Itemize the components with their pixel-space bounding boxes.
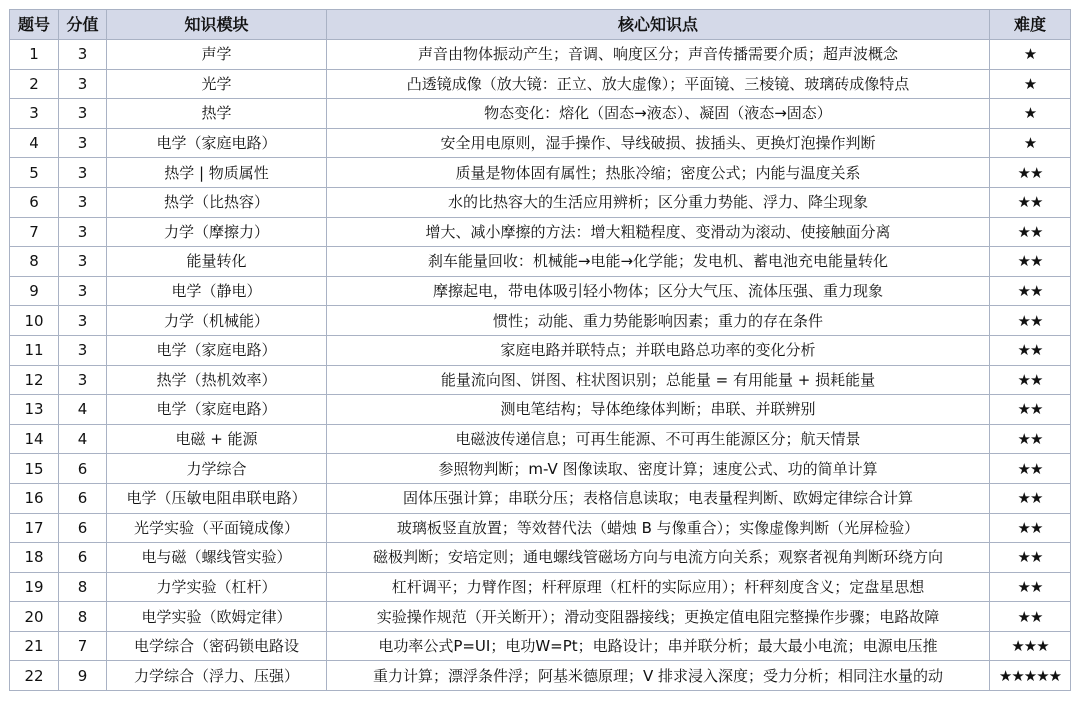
difficulty-cell: ★★: [990, 483, 1071, 513]
question-number-cell: 13: [10, 395, 59, 425]
score-cell: 3: [59, 217, 107, 247]
knowledge-module-cell: 热学: [107, 99, 327, 129]
difficulty-cell: ★★: [990, 247, 1071, 277]
score-cell: 7: [59, 631, 107, 661]
difficulty-cell: ★: [990, 40, 1071, 70]
knowledge-module-cell: 能量转化: [107, 247, 327, 277]
core-knowledge-cell: 摩擦起电，带电体吸引轻小物体；区分大气压、流体压强、重力现象: [327, 276, 990, 306]
knowledge-module-cell: 电学（静电）: [107, 276, 327, 306]
table-row: [10, 335, 1071, 365]
difficulty-cell: ★★: [990, 454, 1071, 484]
score-cell: 6: [59, 483, 107, 513]
knowledge-module-cell: 热学（热机效率）: [107, 365, 327, 395]
core-knowledge-cell: 重力计算；漂浮条件浮；阿基米德原理；V 排求浸入深度；受力分析；相同注水量的动: [327, 661, 990, 691]
question-number-cell: 1: [10, 40, 59, 70]
difficulty-cell: ★★★: [990, 631, 1071, 661]
question-number-cell: 2: [10, 69, 59, 99]
difficulty-cell: ★: [990, 128, 1071, 158]
table-row: [10, 158, 1071, 188]
core-knowledge-cell: 质量是物体固有属性；热胀冷缩；密度公式；内能与温度关系: [327, 158, 990, 188]
difficulty-cell: ★: [990, 69, 1071, 99]
knowledge-module-cell: 电学（压敏电阻串联电路）: [107, 483, 327, 513]
question-number-cell: 10: [10, 306, 59, 336]
header-core-knowledge-points: 核心知识点: [327, 10, 990, 40]
table-row: [10, 306, 1071, 336]
question-number-cell: 19: [10, 572, 59, 602]
table-body: [10, 40, 1071, 691]
header-question-number: 题号: [10, 10, 59, 40]
table-row: [10, 276, 1071, 306]
score-cell: 3: [59, 158, 107, 188]
table-row: [10, 513, 1071, 543]
header-difficulty: 难度: [990, 10, 1071, 40]
difficulty-cell: ★★: [990, 543, 1071, 573]
table-row: [10, 543, 1071, 573]
knowledge-module-cell: 声学: [107, 40, 327, 70]
core-knowledge-cell: 电功率公式P=UI；电功W=Pt；电路设计；串并联分析；最大最小电流；电源电压推: [327, 631, 990, 661]
exam-analysis-table: [9, 9, 1071, 691]
score-cell: 3: [59, 40, 107, 70]
difficulty-cell: ★★: [990, 602, 1071, 632]
knowledge-module-cell: 电学综合（密码锁电路设: [107, 631, 327, 661]
score-cell: 3: [59, 187, 107, 217]
question-number-cell: 6: [10, 187, 59, 217]
core-knowledge-cell: 电磁波传递信息；可再生能源、不可再生能源区分；航天情景: [327, 424, 990, 454]
knowledge-module-cell: 力学综合: [107, 454, 327, 484]
question-number-cell: 21: [10, 631, 59, 661]
question-number-cell: 20: [10, 602, 59, 632]
core-knowledge-cell: 家庭电路并联特点；并联电路总功率的变化分析: [327, 335, 990, 365]
core-knowledge-cell: 固体压强计算；串联分压；表格信息读取；电表量程判断、欧姆定律综合计算: [327, 483, 990, 513]
table-header-row: [10, 10, 1071, 40]
difficulty-cell: ★★: [990, 158, 1071, 188]
score-cell: 9: [59, 661, 107, 691]
difficulty-cell: ★★: [990, 276, 1071, 306]
knowledge-module-cell: 热学（比热容）: [107, 187, 327, 217]
question-number-cell: 7: [10, 217, 59, 247]
score-cell: 6: [59, 454, 107, 484]
difficulty-cell: ★★: [990, 513, 1071, 543]
question-number-cell: 14: [10, 424, 59, 454]
table-row: [10, 247, 1071, 277]
table-row: [10, 217, 1071, 247]
knowledge-module-cell: 热学 | 物质属性: [107, 158, 327, 188]
core-knowledge-cell: 增大、减小摩擦的方法：增大粗糙程度、变滑动为滚动、使接触面分离: [327, 217, 990, 247]
knowledge-module-cell: 光学实验（平面镜成像）: [107, 513, 327, 543]
score-cell: 8: [59, 602, 107, 632]
table-row: [10, 424, 1071, 454]
question-number-cell: 5: [10, 158, 59, 188]
question-number-cell: 18: [10, 543, 59, 573]
knowledge-module-cell: 力学综合（浮力、压强）: [107, 661, 327, 691]
table-row: [10, 483, 1071, 513]
knowledge-module-cell: 电学（家庭电路）: [107, 335, 327, 365]
difficulty-cell: ★★: [990, 395, 1071, 425]
knowledge-module-cell: 光学: [107, 69, 327, 99]
question-number-cell: 3: [10, 99, 59, 129]
knowledge-module-cell: 电学（家庭电路）: [107, 395, 327, 425]
question-number-cell: 22: [10, 661, 59, 691]
difficulty-cell: ★★: [990, 572, 1071, 602]
table-row: [10, 661, 1071, 691]
question-number-cell: 11: [10, 335, 59, 365]
table-row: [10, 602, 1071, 632]
difficulty-cell: ★: [990, 99, 1071, 129]
table-row: [10, 454, 1071, 484]
table-row: [10, 395, 1071, 425]
difficulty-cell: ★★: [990, 187, 1071, 217]
question-number-cell: 8: [10, 247, 59, 277]
difficulty-cell: ★★: [990, 217, 1071, 247]
core-knowledge-cell: 玻璃板竖直放置；等效替代法（蜡烛 B 与像重合）；实像虚像判断（光屏检验）: [327, 513, 990, 543]
score-cell: 3: [59, 69, 107, 99]
core-knowledge-cell: 刹车能量回收：机械能→电能→化学能；发电机、蓄电池充电能量转化: [327, 247, 990, 277]
table-row: [10, 69, 1071, 99]
knowledge-module-cell: 力学实验（杠杆）: [107, 572, 327, 602]
score-cell: 4: [59, 395, 107, 425]
score-cell: 6: [59, 513, 107, 543]
table-row: [10, 631, 1071, 661]
core-knowledge-cell: 实验操作规范（开关断开）；滑动变阻器接线；更换定值电阻完整操作步骤；电路故障: [327, 602, 990, 632]
question-number-cell: 17: [10, 513, 59, 543]
core-knowledge-cell: 磁极判断；安培定则；通电螺线管磁场方向与电流方向关系；观察者视角判断环绕方向: [327, 543, 990, 573]
score-cell: 3: [59, 335, 107, 365]
core-knowledge-cell: 凸透镜成像（放大镜：正立、放大虚像）；平面镜、三棱镜、玻璃砖成像特点: [327, 69, 990, 99]
core-knowledge-cell: 能量流向图、饼图、柱状图识别；总能量 = 有用能量 + 损耗能量: [327, 365, 990, 395]
difficulty-cell: ★★★★★: [990, 661, 1071, 691]
knowledge-module-cell: 电与磁（螺线管实验）: [107, 543, 327, 573]
score-cell: 3: [59, 99, 107, 129]
core-knowledge-cell: 声音由物体振动产生；音调、响度区分；声音传播需要介质；超声波概念: [327, 40, 990, 70]
core-knowledge-cell: 杠杆调平；力臂作图；杆秤原理（杠杆的实际应用）；杆秤刻度含义；定盘星思想: [327, 572, 990, 602]
table-row: [10, 187, 1071, 217]
score-cell: 3: [59, 128, 107, 158]
knowledge-module-cell: 电学实验（欧姆定律）: [107, 602, 327, 632]
score-cell: 8: [59, 572, 107, 602]
core-knowledge-cell: 水的比热容大的生活应用辨析；区分重力势能、浮力、降尘现象: [327, 187, 990, 217]
header-knowledge-module: 知识模块: [107, 10, 327, 40]
table-row: [10, 40, 1071, 70]
core-knowledge-cell: 参照物判断；m-V 图像读取、密度计算；速度公式、功的简单计算: [327, 454, 990, 484]
knowledge-module-cell: 电磁 + 能源: [107, 424, 327, 454]
question-number-cell: 12: [10, 365, 59, 395]
knowledge-module-cell: 电学（家庭电路）: [107, 128, 327, 158]
question-number-cell: 16: [10, 483, 59, 513]
score-cell: 3: [59, 276, 107, 306]
knowledge-module-cell: 力学（摩擦力）: [107, 217, 327, 247]
knowledge-module-cell: 力学（机械能）: [107, 306, 327, 336]
core-knowledge-cell: 测电笔结构；导体绝缘体判断；串联、并联辨别: [327, 395, 990, 425]
question-number-cell: 9: [10, 276, 59, 306]
score-cell: 6: [59, 543, 107, 573]
core-knowledge-cell: 物态变化：熔化（固态→液态）、凝固（液态→固态）: [327, 99, 990, 129]
table-row: [10, 99, 1071, 129]
difficulty-cell: ★★: [990, 424, 1071, 454]
core-knowledge-cell: 安全用电原则，湿手操作、导线破损、拔插头、更换灯泡操作判断: [327, 128, 990, 158]
table-row: [10, 128, 1071, 158]
table-row: [10, 365, 1071, 395]
score-cell: 3: [59, 306, 107, 336]
core-knowledge-cell: 惯性；动能、重力势能影响因素；重力的存在条件: [327, 306, 990, 336]
question-number-cell: 15: [10, 454, 59, 484]
score-cell: 3: [59, 365, 107, 395]
score-cell: 3: [59, 247, 107, 277]
score-cell: 4: [59, 424, 107, 454]
header-score: 分值: [59, 10, 107, 40]
table-row: [10, 572, 1071, 602]
question-number-cell: 4: [10, 128, 59, 158]
difficulty-cell: ★★: [990, 306, 1071, 336]
difficulty-cell: ★★: [990, 335, 1071, 365]
difficulty-cell: ★★: [990, 365, 1071, 395]
